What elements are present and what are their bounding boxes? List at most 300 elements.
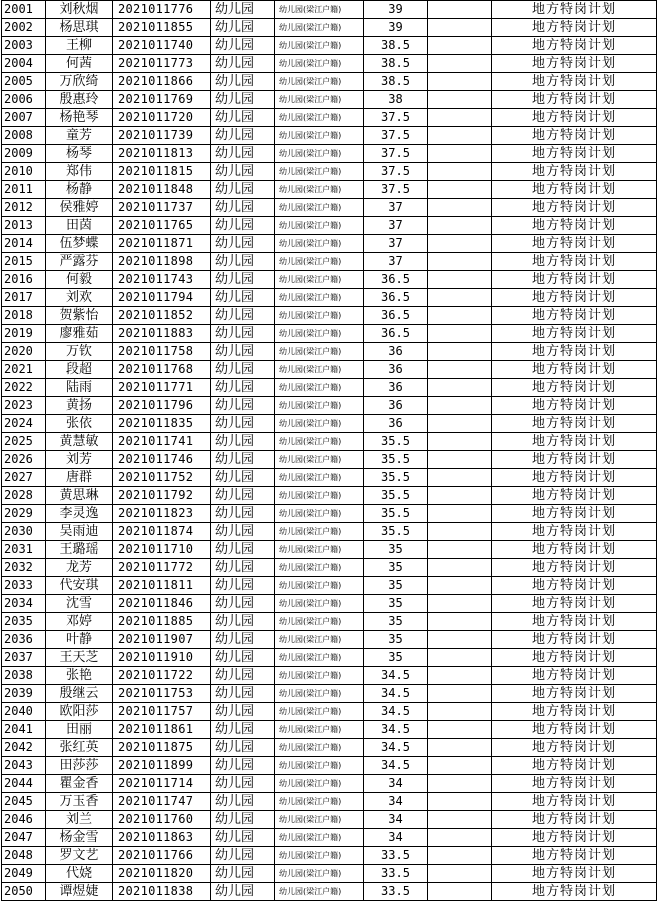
plan-cell: 地方特岗计划 — [492, 685, 657, 703]
score-cell: 38.5 — [364, 73, 428, 91]
plan-cell: 地方特岗计划 — [492, 271, 657, 289]
row-number-cell: 2007 — [2, 109, 46, 127]
table-row — [2, 325, 657, 343]
post-cell: 幼儿园 — [211, 685, 275, 703]
candidate-name-cell: 谭煜婕 — [46, 883, 113, 901]
score-cell: 35.5 — [364, 523, 428, 541]
note-cell — [428, 181, 492, 199]
candidate-name-cell: 王柳 — [46, 37, 113, 55]
subject-cell: 幼儿园(梁江户籍) — [275, 847, 364, 865]
score-cell: 35 — [364, 613, 428, 631]
score-cell: 34.5 — [364, 703, 428, 721]
exam-id-cell: 2021011766 — [113, 847, 211, 865]
candidate-name-cell: 何毅 — [46, 271, 113, 289]
plan-cell: 地方特岗计划 — [492, 379, 657, 397]
table-row — [2, 73, 657, 91]
exam-id-cell: 2021011758 — [113, 343, 211, 361]
candidate-name-cell: 欧阳莎 — [46, 703, 113, 721]
note-cell — [428, 685, 492, 703]
post-cell: 幼儿园 — [211, 181, 275, 199]
exam-id-cell: 2021011907 — [113, 631, 211, 649]
row-number-cell: 2017 — [2, 289, 46, 307]
score-cell: 34 — [364, 829, 428, 847]
candidate-name-cell: 廖雅茹 — [46, 325, 113, 343]
table-row — [2, 1, 657, 19]
subject-cell: 幼儿园(梁江户籍) — [275, 55, 364, 73]
subject-cell: 幼儿园(梁江户籍) — [275, 595, 364, 613]
row-number-cell: 2049 — [2, 865, 46, 883]
subject-cell: 幼儿园(梁江户籍) — [275, 757, 364, 775]
post-cell: 幼儿园 — [211, 595, 275, 613]
table-row — [2, 127, 657, 145]
row-number-cell: 2034 — [2, 595, 46, 613]
exam-id-cell: 2021011861 — [113, 721, 211, 739]
subject-cell: 幼儿园(梁江户籍) — [275, 721, 364, 739]
subject-cell: 幼儿园(梁江户籍) — [275, 451, 364, 469]
row-number-cell: 2021 — [2, 361, 46, 379]
row-number-cell: 2009 — [2, 145, 46, 163]
table-row — [2, 739, 657, 757]
row-number-cell: 2032 — [2, 559, 46, 577]
table-row — [2, 667, 657, 685]
row-number-cell: 2035 — [2, 613, 46, 631]
plan-cell: 地方特岗计划 — [492, 667, 657, 685]
subject-cell: 幼儿园(梁江户籍) — [275, 271, 364, 289]
table-row — [2, 541, 657, 559]
note-cell — [428, 397, 492, 415]
post-cell: 幼儿园 — [211, 631, 275, 649]
score-cell: 39 — [364, 1, 428, 19]
results-table — [1, 0, 657, 901]
candidate-name-cell: 代安琪 — [46, 577, 113, 595]
score-cell: 35 — [364, 649, 428, 667]
subject-cell: 幼儿园(梁江户籍) — [275, 793, 364, 811]
row-number-cell: 2050 — [2, 883, 46, 901]
post-cell: 幼儿园 — [211, 739, 275, 757]
note-cell — [428, 109, 492, 127]
plan-cell: 地方特岗计划 — [492, 253, 657, 271]
score-cell: 35.5 — [364, 451, 428, 469]
plan-cell: 地方特岗计划 — [492, 1, 657, 19]
row-number-cell: 2022 — [2, 379, 46, 397]
subject-cell: 幼儿园(梁江户籍) — [275, 865, 364, 883]
exam-id-cell: 2021011815 — [113, 163, 211, 181]
post-cell: 幼儿园 — [211, 775, 275, 793]
exam-id-cell: 2021011846 — [113, 595, 211, 613]
table-row — [2, 757, 657, 775]
candidate-name-cell: 张依 — [46, 415, 113, 433]
candidate-name-cell: 杨琴 — [46, 145, 113, 163]
plan-cell: 地方特岗计划 — [492, 703, 657, 721]
score-cell: 34.5 — [364, 685, 428, 703]
row-number-cell: 2030 — [2, 523, 46, 541]
exam-id-cell: 2021011746 — [113, 451, 211, 469]
post-cell: 幼儿园 — [211, 307, 275, 325]
exam-id-cell: 2021011743 — [113, 271, 211, 289]
plan-cell: 地方特岗计划 — [492, 163, 657, 181]
note-cell — [428, 595, 492, 613]
row-number-cell: 2001 — [2, 1, 46, 19]
score-cell: 36.5 — [364, 271, 428, 289]
plan-cell: 地方特岗计划 — [492, 415, 657, 433]
plan-cell: 地方特岗计划 — [492, 757, 657, 775]
row-number-cell: 2044 — [2, 775, 46, 793]
score-cell: 36.5 — [364, 325, 428, 343]
table-row — [2, 559, 657, 577]
plan-cell: 地方特岗计划 — [492, 631, 657, 649]
score-cell: 34.5 — [364, 667, 428, 685]
row-number-cell: 2002 — [2, 19, 46, 37]
table-row — [2, 811, 657, 829]
post-cell: 幼儿园 — [211, 397, 275, 415]
note-cell — [428, 631, 492, 649]
post-cell: 幼儿园 — [211, 199, 275, 217]
post-cell: 幼儿园 — [211, 163, 275, 181]
note-cell — [428, 127, 492, 145]
table-row — [2, 415, 657, 433]
note-cell — [428, 379, 492, 397]
row-number-cell: 2010 — [2, 163, 46, 181]
exam-id-cell: 2021011796 — [113, 397, 211, 415]
candidate-name-cell: 张艳 — [46, 667, 113, 685]
exam-id-cell: 2021011752 — [113, 469, 211, 487]
exam-id-cell: 2021011863 — [113, 829, 211, 847]
note-cell — [428, 217, 492, 235]
score-cell: 36 — [364, 343, 428, 361]
candidate-name-cell: 黄思琳 — [46, 487, 113, 505]
exam-id-cell: 2021011820 — [113, 865, 211, 883]
plan-cell: 地方特岗计划 — [492, 541, 657, 559]
plan-cell: 地方特岗计划 — [492, 325, 657, 343]
subject-cell: 幼儿园(梁江户籍) — [275, 703, 364, 721]
plan-cell: 地方特岗计划 — [492, 199, 657, 217]
post-cell: 幼儿园 — [211, 217, 275, 235]
candidate-name-cell: 沈雪 — [46, 595, 113, 613]
table-row — [2, 685, 657, 703]
candidate-name-cell: 张红英 — [46, 739, 113, 757]
table-row — [2, 145, 657, 163]
row-number-cell: 2008 — [2, 127, 46, 145]
plan-cell: 地方特岗计划 — [492, 361, 657, 379]
table-row — [2, 595, 657, 613]
score-cell: 34 — [364, 811, 428, 829]
row-number-cell: 2014 — [2, 235, 46, 253]
post-cell: 幼儿园 — [211, 91, 275, 109]
note-cell — [428, 739, 492, 757]
post-cell: 幼儿园 — [211, 343, 275, 361]
subject-cell: 幼儿园(梁江户籍) — [275, 631, 364, 649]
post-cell: 幼儿园 — [211, 109, 275, 127]
score-cell: 37 — [364, 217, 428, 235]
exam-id-cell: 2021011720 — [113, 109, 211, 127]
post-cell: 幼儿园 — [211, 73, 275, 91]
plan-cell: 地方特岗计划 — [492, 37, 657, 55]
row-number-cell: 2006 — [2, 91, 46, 109]
row-number-cell: 2045 — [2, 793, 46, 811]
row-number-cell: 2003 — [2, 37, 46, 55]
post-cell: 幼儿园 — [211, 793, 275, 811]
row-number-cell: 2037 — [2, 649, 46, 667]
score-cell: 36.5 — [364, 289, 428, 307]
note-cell — [428, 451, 492, 469]
exam-id-cell: 2021011753 — [113, 685, 211, 703]
plan-cell: 地方特岗计划 — [492, 847, 657, 865]
candidate-name-cell: 田莎莎 — [46, 757, 113, 775]
note-cell — [428, 235, 492, 253]
subject-cell: 幼儿园(梁江户籍) — [275, 487, 364, 505]
plan-cell: 地方特岗计划 — [492, 559, 657, 577]
post-cell: 幼儿园 — [211, 487, 275, 505]
plan-cell: 地方特岗计划 — [492, 235, 657, 253]
plan-cell: 地方特岗计划 — [492, 127, 657, 145]
candidate-name-cell: 唐群 — [46, 469, 113, 487]
score-cell: 33.5 — [364, 847, 428, 865]
score-cell: 36 — [364, 379, 428, 397]
note-cell — [428, 91, 492, 109]
plan-cell: 地方特岗计划 — [492, 91, 657, 109]
row-number-cell: 2018 — [2, 307, 46, 325]
candidate-name-cell: 万玉香 — [46, 793, 113, 811]
note-cell — [428, 163, 492, 181]
note-cell — [428, 361, 492, 379]
note-cell — [428, 811, 492, 829]
note-cell — [428, 505, 492, 523]
note-cell — [428, 73, 492, 91]
table-row — [2, 343, 657, 361]
post-cell: 幼儿园 — [211, 379, 275, 397]
post-cell: 幼儿园 — [211, 523, 275, 541]
note-cell — [428, 289, 492, 307]
exam-id-cell: 2021011855 — [113, 19, 211, 37]
score-cell: 36 — [364, 397, 428, 415]
plan-cell: 地方特岗计划 — [492, 289, 657, 307]
table-row — [2, 703, 657, 721]
note-cell — [428, 37, 492, 55]
table-row — [2, 109, 657, 127]
candidate-name-cell: 刘欢 — [46, 289, 113, 307]
note-cell — [428, 19, 492, 37]
candidate-name-cell: 杨艳琴 — [46, 109, 113, 127]
row-number-cell: 2047 — [2, 829, 46, 847]
subject-cell: 幼儿园(梁江户籍) — [275, 325, 364, 343]
table-row — [2, 217, 657, 235]
score-cell: 37.5 — [364, 145, 428, 163]
candidate-name-cell: 童芳 — [46, 127, 113, 145]
exam-id-cell: 2021011910 — [113, 649, 211, 667]
note-cell — [428, 577, 492, 595]
post-cell: 幼儿园 — [211, 883, 275, 901]
row-number-cell: 2033 — [2, 577, 46, 595]
subject-cell: 幼儿园(梁江户籍) — [275, 109, 364, 127]
score-cell: 37 — [364, 199, 428, 217]
row-number-cell: 2039 — [2, 685, 46, 703]
score-cell: 38.5 — [364, 37, 428, 55]
exam-id-cell: 2021011871 — [113, 235, 211, 253]
candidate-name-cell: 邓婷 — [46, 613, 113, 631]
candidate-name-cell: 郑伟 — [46, 163, 113, 181]
note-cell — [428, 667, 492, 685]
candidate-name-cell: 刘兰 — [46, 811, 113, 829]
subject-cell: 幼儿园(梁江户籍) — [275, 199, 364, 217]
subject-cell: 幼儿园(梁江户籍) — [275, 685, 364, 703]
table-row — [2, 721, 657, 739]
subject-cell: 幼儿园(梁江户籍) — [275, 433, 364, 451]
plan-cell: 地方特岗计划 — [492, 865, 657, 883]
subject-cell: 幼儿园(梁江户籍) — [275, 289, 364, 307]
score-cell: 35 — [364, 577, 428, 595]
note-cell — [428, 541, 492, 559]
table-row — [2, 163, 657, 181]
note-cell — [428, 721, 492, 739]
table-row — [2, 271, 657, 289]
note-cell — [428, 343, 492, 361]
row-number-cell: 2043 — [2, 757, 46, 775]
exam-id-cell: 2021011714 — [113, 775, 211, 793]
post-cell: 幼儿园 — [211, 433, 275, 451]
score-cell: 37.5 — [364, 163, 428, 181]
exam-id-cell: 2021011866 — [113, 73, 211, 91]
post-cell: 幼儿园 — [211, 541, 275, 559]
score-cell: 35 — [364, 595, 428, 613]
score-cell: 34.5 — [364, 721, 428, 739]
subject-cell: 幼儿园(梁江户籍) — [275, 397, 364, 415]
plan-cell: 地方特岗计划 — [492, 613, 657, 631]
candidate-name-cell: 瞿金香 — [46, 775, 113, 793]
row-number-cell: 2029 — [2, 505, 46, 523]
exam-id-cell: 2021011848 — [113, 181, 211, 199]
score-cell: 37 — [364, 253, 428, 271]
subject-cell: 幼儿园(梁江户籍) — [275, 235, 364, 253]
subject-cell: 幼儿园(梁江户籍) — [275, 253, 364, 271]
candidate-name-cell: 侯雅婷 — [46, 199, 113, 217]
note-cell — [428, 199, 492, 217]
score-cell: 37 — [364, 235, 428, 253]
candidate-name-cell: 段超 — [46, 361, 113, 379]
plan-cell: 地方特岗计划 — [492, 577, 657, 595]
table-body — [2, 1, 657, 901]
table-row — [2, 91, 657, 109]
post-cell: 幼儿园 — [211, 253, 275, 271]
row-number-cell: 2036 — [2, 631, 46, 649]
subject-cell: 幼儿园(梁江户籍) — [275, 559, 364, 577]
exam-id-cell: 2021011741 — [113, 433, 211, 451]
subject-cell: 幼儿园(梁江户籍) — [275, 37, 364, 55]
note-cell — [428, 415, 492, 433]
candidate-name-cell: 殷惠玲 — [46, 91, 113, 109]
candidate-name-cell: 吴雨迪 — [46, 523, 113, 541]
post-cell: 幼儿园 — [211, 235, 275, 253]
candidate-name-cell: 王璐瑶 — [46, 541, 113, 559]
candidate-name-cell: 杨思琪 — [46, 19, 113, 37]
exam-id-cell: 2021011813 — [113, 145, 211, 163]
score-cell: 34 — [364, 793, 428, 811]
candidate-name-cell: 龙芳 — [46, 559, 113, 577]
subject-cell: 幼儿园(梁江户籍) — [275, 541, 364, 559]
score-cell: 33.5 — [364, 883, 428, 901]
post-cell: 幼儿园 — [211, 577, 275, 595]
row-number-cell: 2040 — [2, 703, 46, 721]
plan-cell: 地方特岗计划 — [492, 811, 657, 829]
candidate-name-cell: 伍梦蝶 — [46, 235, 113, 253]
table-row — [2, 307, 657, 325]
plan-cell: 地方特岗计划 — [492, 505, 657, 523]
row-number-cell: 2023 — [2, 397, 46, 415]
note-cell — [428, 55, 492, 73]
subject-cell: 幼儿园(梁江户籍) — [275, 523, 364, 541]
post-cell: 幼儿园 — [211, 721, 275, 739]
exam-id-cell: 2021011898 — [113, 253, 211, 271]
plan-cell: 地方特岗计划 — [492, 883, 657, 901]
row-number-cell: 2015 — [2, 253, 46, 271]
note-cell — [428, 487, 492, 505]
note-cell — [428, 613, 492, 631]
candidate-name-cell: 李灵逸 — [46, 505, 113, 523]
post-cell: 幼儿园 — [211, 649, 275, 667]
exam-id-cell: 2021011773 — [113, 55, 211, 73]
subject-cell: 幼儿园(梁江户籍) — [275, 91, 364, 109]
exam-id-cell: 2021011710 — [113, 541, 211, 559]
plan-cell: 地方特岗计划 — [492, 793, 657, 811]
candidate-name-cell: 陆雨 — [46, 379, 113, 397]
exam-id-cell: 2021011771 — [113, 379, 211, 397]
subject-cell: 幼儿园(梁江户籍) — [275, 361, 364, 379]
row-number-cell: 2005 — [2, 73, 46, 91]
table-row — [2, 523, 657, 541]
plan-cell: 地方特岗计划 — [492, 487, 657, 505]
score-cell: 35.5 — [364, 487, 428, 505]
subject-cell: 幼儿园(梁江户籍) — [275, 577, 364, 595]
exam-id-cell: 2021011883 — [113, 325, 211, 343]
note-cell — [428, 325, 492, 343]
post-cell: 幼儿园 — [211, 703, 275, 721]
row-number-cell: 2020 — [2, 343, 46, 361]
exam-id-cell: 2021011737 — [113, 199, 211, 217]
table-row — [2, 847, 657, 865]
note-cell — [428, 145, 492, 163]
exam-id-cell: 2021011823 — [113, 505, 211, 523]
candidate-name-cell: 田茵 — [46, 217, 113, 235]
post-cell: 幼儿园 — [211, 469, 275, 487]
score-cell: 33.5 — [364, 865, 428, 883]
score-cell: 37.5 — [364, 127, 428, 145]
table-row — [2, 433, 657, 451]
subject-cell: 幼儿园(梁江户籍) — [275, 469, 364, 487]
subject-cell: 幼儿园(梁江户籍) — [275, 217, 364, 235]
score-cell: 35.5 — [364, 505, 428, 523]
note-cell — [428, 253, 492, 271]
subject-cell: 幼儿园(梁江户籍) — [275, 415, 364, 433]
post-cell: 幼儿园 — [211, 55, 275, 73]
post-cell: 幼儿园 — [211, 37, 275, 55]
subject-cell: 幼儿园(梁江户籍) — [275, 181, 364, 199]
post-cell: 幼儿园 — [211, 325, 275, 343]
row-number-cell: 2048 — [2, 847, 46, 865]
post-cell: 幼儿园 — [211, 505, 275, 523]
table-row — [2, 199, 657, 217]
subject-cell: 幼儿园(梁江户籍) — [275, 883, 364, 901]
exam-id-cell: 2021011794 — [113, 289, 211, 307]
score-cell: 36 — [364, 361, 428, 379]
table-row — [2, 469, 657, 487]
table-row — [2, 505, 657, 523]
table-row — [2, 19, 657, 37]
post-cell: 幼儿园 — [211, 829, 275, 847]
candidate-name-cell: 万欣绮 — [46, 73, 113, 91]
score-cell: 34 — [364, 775, 428, 793]
note-cell — [428, 523, 492, 541]
candidate-name-cell: 杨金雪 — [46, 829, 113, 847]
post-cell: 幼儿园 — [211, 145, 275, 163]
